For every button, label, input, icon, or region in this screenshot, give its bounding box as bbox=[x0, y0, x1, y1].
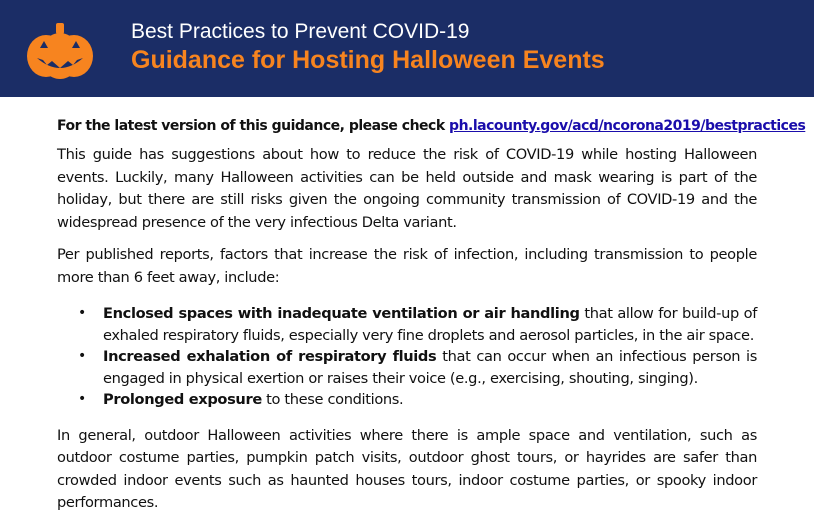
bullet-icon: • bbox=[78, 348, 86, 364]
list-item-text: that can occur when an infectious person is engaged in physical exertion or raises their voice (e.g., exercising, shouting, singing). bbox=[103, 348, 757, 387]
document-body bbox=[57, 112, 806, 525]
jack-o-lantern-icon bbox=[24, 22, 96, 80]
factors-intro-paragraph: Per published reports, factors that increase the risk of infection, including transmission to people more than 6 feet away, include: bbox=[57, 246, 757, 286]
intro-paragraph: This guide has suggestions about how to reduce the risk of COVID-19 while hosting Halloween events. Luckily, many Halloween activities can be held outside and mask wearing is part of the holiday, but there are still risks given the ongoing community transmission of COVID-19 and the widespread presence of the very infectious Delta variant. bbox=[57, 146, 757, 231]
list-item bbox=[78, 346, 757, 389]
list-item-text: to these conditions. bbox=[261, 391, 404, 408]
header-title-line2: Guidance for Hosting Halloween Events bbox=[131, 46, 605, 74]
guidance-link[interactable]: ph.lacounty.gov/acd/ncorona2019/bestpractices bbox=[449, 118, 806, 134]
bullet-icon: • bbox=[78, 391, 86, 407]
document-header bbox=[0, 0, 814, 97]
list-item-bold: Increased exhalation of respiratory fluids bbox=[103, 348, 437, 365]
list-item-text: that allow for build-up of exhaled respiratory fluids, especially very fine droplets and aerosol particles, in the air space. bbox=[103, 305, 757, 344]
latest-version-prefix: For the latest version of this guidance, please check bbox=[57, 118, 450, 134]
bullet-icon: • bbox=[78, 305, 86, 321]
list-item bbox=[78, 303, 757, 346]
list-item-bold: Prolonged exposure bbox=[103, 391, 262, 408]
latest-version-notice bbox=[57, 116, 806, 136]
list-item bbox=[78, 389, 757, 411]
list-item-bold: Enclosed spaces with inadequate ventilation or air handling bbox=[103, 305, 580, 322]
risk-factors-list bbox=[57, 303, 757, 411]
outdoor-paragraph: In general, outdoor Halloween activities where there is ample space and ventilation, such as outdoor costume parties, pumpkin patch visits, outdoor ghost tours, or hayrides are safer than crowded indoor events such as haunted houses tours, indoor costume parties, or spooky indoor performances. bbox=[57, 426, 757, 511]
header-title-line1: Best Practices to Prevent COVID-19 bbox=[131, 20, 470, 43]
